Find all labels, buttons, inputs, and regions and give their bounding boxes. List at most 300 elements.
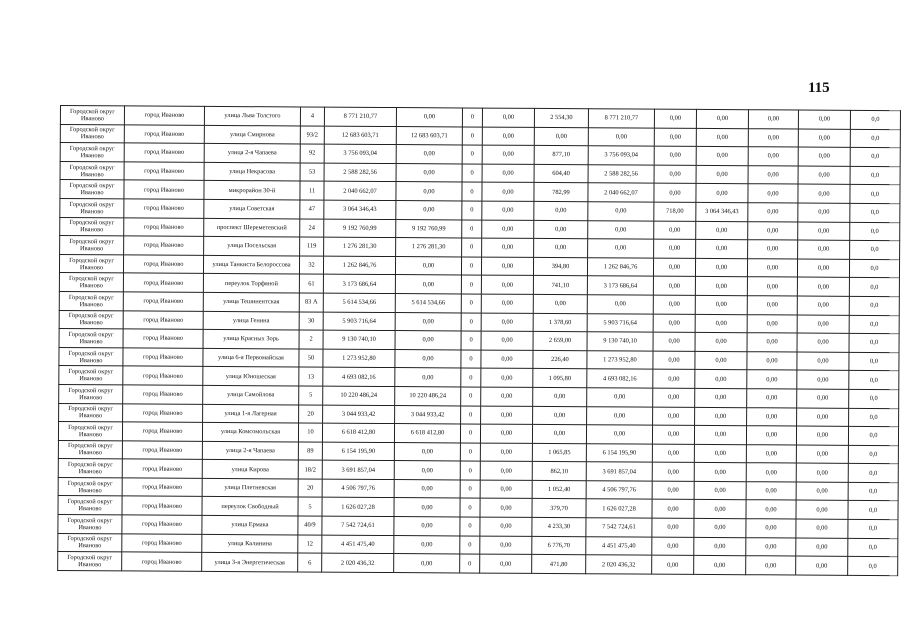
cell-street: улица 6-я Первомайская <box>203 348 299 367</box>
cell-cost-col-11: 0,00 <box>653 276 695 295</box>
cell-cost-col-13: 0,00 <box>747 314 797 333</box>
cell-cost-col-7: 0 <box>461 257 481 276</box>
cell-cost-col-12: 0,00 <box>694 425 746 444</box>
cell-total-cost: 3 691 857,04 <box>322 460 394 479</box>
cell-cost-col-6: 0,00 <box>394 554 460 573</box>
cell-house-number: 2 <box>299 330 323 349</box>
cell-total-cost: 5 614 534,66 <box>323 293 395 312</box>
cell-cost-col-9: 4 233,30 <box>532 517 586 536</box>
cell-cost-col-11: 718,00 <box>654 202 696 221</box>
cell-cost-col-13: 0,00 <box>747 333 797 352</box>
cell-cost-col-12: 0,00 <box>694 556 746 575</box>
cell-cost-col-14: 0,00 <box>796 500 848 519</box>
cell-cost-col-7: 0 <box>462 182 482 201</box>
cell-cost-col-6: 5 614 534,66 <box>395 293 461 312</box>
cell-street: улица Тешинентская <box>203 292 299 311</box>
cell-total-cost: 9 192 760,99 <box>324 219 396 238</box>
cell-cost-col-8: 0,00 <box>482 164 534 183</box>
cell-district: Городской округ Иваново <box>59 273 123 292</box>
cell-cost-col-9: 604,40 <box>534 164 588 183</box>
cell-cost-col-11: 0,00 <box>653 295 695 314</box>
cell-settlement: город Иваново <box>124 236 204 255</box>
cell-cost-col-10: 2 040 662,07 <box>588 183 654 202</box>
cell-cost-col-9: 1 065,85 <box>532 443 586 462</box>
cell-cost-col-8: 0,00 <box>480 443 532 462</box>
cell-cost-col-6: 0,00 <box>394 461 460 480</box>
cell-settlement: город Иваново <box>122 496 202 515</box>
cell-district: Городской округ Иваново <box>60 161 124 180</box>
cell-cost-col-11: 0,00 <box>654 165 696 184</box>
cell-cost-col-13: 0,00 <box>748 240 798 259</box>
cell-cost-col-14: 0,00 <box>798 222 850 241</box>
cell-cost-col-14: 0,00 <box>798 166 850 185</box>
cell-cost-col-12: 0,00 <box>694 537 746 556</box>
cell-house-number: 6 <box>298 553 322 572</box>
cell-cost-col-10: 0,00 <box>587 295 653 314</box>
cell-total-cost: 2 040 662,07 <box>324 181 396 200</box>
cell-cost-col-14: 0,00 <box>796 538 848 557</box>
cell-cost-col-8: 0,00 <box>481 294 533 313</box>
cell-cost-col-10: 3 691 857,04 <box>586 462 652 481</box>
cell-cost-col-12: 0,00 <box>696 221 748 240</box>
cell-total-cost: 6 154 195,90 <box>322 442 394 461</box>
cell-settlement: город Иваново <box>122 459 202 478</box>
cell-house-number: 11 <box>300 181 324 200</box>
cell-district: Городской округ Иваново <box>60 217 124 236</box>
cell-cost-col-13: 0,00 <box>747 296 797 315</box>
cell-cost-col-13: 0,00 <box>746 482 796 501</box>
cell-cost-col-9: 2 659,00 <box>533 332 587 351</box>
cell-settlement: город Иваново <box>123 310 203 329</box>
cell-cost-col-8: 0,00 <box>482 220 534 239</box>
cell-street: улица Плетневская <box>202 478 298 497</box>
cell-cost-col-6: 0,00 <box>394 517 460 536</box>
cell-cost-col-8: 0,00 <box>480 536 532 555</box>
cell-cost-col-7: 0 <box>462 108 482 127</box>
cell-total-cost: 3 044 933,42 <box>323 405 395 424</box>
cell-district: Городской округ Иваново <box>58 533 122 552</box>
cell-house-number: 53 <box>300 163 324 182</box>
cell-cost-col-11: 0,00 <box>654 128 696 147</box>
cell-cost-col-14: 0,00 <box>797 259 849 278</box>
cell-cost-col-12: 0,00 <box>694 444 746 463</box>
cell-cost-col-10: 3 756 093,04 <box>588 146 654 165</box>
cell-house-number: 93/2 <box>300 126 324 145</box>
cell-settlement: город Иваново <box>124 143 204 162</box>
cell-total-cost: 5 903 716,64 <box>323 312 395 331</box>
cell-cost-col-15: 0,0 <box>849 315 899 334</box>
cell-cost-col-6: 0,00 <box>396 201 462 220</box>
cell-house-number: 4 <box>300 107 324 126</box>
cell-cost-col-10: 0,00 <box>588 239 654 258</box>
cell-cost-col-15: 0,0 <box>849 259 899 278</box>
cell-house-number: 92 <box>300 144 324 163</box>
cell-cost-col-10: 0,00 <box>588 127 654 146</box>
cell-cost-col-12: 0,00 <box>694 500 746 519</box>
cell-total-cost: 4 451 475,40 <box>322 535 394 554</box>
cell-street: улица Генина <box>203 311 299 330</box>
cell-house-number: 83 А <box>299 293 323 312</box>
cell-total-cost: 1 273 952,80 <box>323 349 395 368</box>
cell-cost-col-14: 0,00 <box>797 352 849 371</box>
cell-cost-col-9: 0,00 <box>534 201 588 220</box>
cell-cost-col-6: 0,00 <box>395 349 461 368</box>
cell-house-number: 10 <box>298 423 322 442</box>
cell-cost-col-7: 0 <box>460 424 480 443</box>
cell-cost-col-8: 0,00 <box>482 108 534 127</box>
cell-settlement: город Иваново <box>124 162 204 181</box>
cell-house-number: 5 <box>299 386 323 405</box>
cell-cost-col-15: 0,0 <box>849 371 899 390</box>
cell-house-number: 20 <box>299 404 323 423</box>
cell-total-cost: 1 626 027,28 <box>322 498 394 517</box>
cell-house-number: 18/2 <box>298 460 322 479</box>
cell-cost-col-11: 0,00 <box>652 481 694 500</box>
cell-cost-col-8: 0,00 <box>481 313 533 332</box>
cell-district: Городской округ Иваново <box>58 552 122 571</box>
cell-settlement: город Иваново <box>124 180 204 199</box>
cell-street: улица Юношеская <box>203 367 299 386</box>
cell-district: Городской округ Иваново <box>59 310 123 329</box>
cell-cost-col-12: 0,00 <box>694 518 746 537</box>
cell-cost-col-15: 0,0 <box>850 129 900 148</box>
cell-cost-col-6: 1 276 281,30 <box>396 238 462 257</box>
cell-cost-col-11: 0,00 <box>652 555 694 574</box>
cell-cost-col-15: 0,0 <box>848 426 898 445</box>
cell-total-cost: 7 542 724,61 <box>322 516 394 535</box>
cell-house-number: 32 <box>299 256 323 275</box>
cell-cost-col-14: 0,00 <box>797 389 849 408</box>
cell-cost-col-9: 0,00 <box>532 424 586 443</box>
cell-cost-col-9: 0,00 <box>533 294 587 313</box>
cell-district: Городской округ Иваново <box>59 347 123 366</box>
cell-cost-col-11: 0,00 <box>653 314 695 333</box>
cell-cost-col-11: 0,00 <box>652 500 694 519</box>
cell-cost-col-12: 0,00 <box>695 314 747 333</box>
cell-cost-col-15: 0,0 <box>850 110 900 129</box>
cell-house-number: 89 <box>298 442 322 461</box>
cell-cost-col-7: 0 <box>461 405 481 424</box>
table-body <box>58 106 901 576</box>
cell-street: улица Посельская <box>204 237 300 256</box>
cell-settlement: город Иваново <box>122 534 202 553</box>
cell-cost-col-10: 9 130 740,10 <box>587 332 653 351</box>
cell-total-cost: 9 130 740,10 <box>323 330 395 349</box>
cell-house-number: 24 <box>300 219 324 238</box>
cell-cost-col-10: 6 154 195,90 <box>586 443 652 462</box>
cell-cost-col-8: 0,00 <box>480 517 532 536</box>
cell-settlement: город Иваново <box>122 422 202 441</box>
cell-cost-col-8: 0,00 <box>482 238 534 257</box>
cell-cost-col-9: 394,80 <box>533 257 587 276</box>
cell-settlement: город Иваново <box>123 348 203 367</box>
cell-cost-col-7: 0 <box>460 443 480 462</box>
cell-cost-col-9: 471,80 <box>532 555 586 574</box>
cell-settlement: город Иваново <box>122 441 202 460</box>
cell-settlement: город Иваново <box>123 255 203 274</box>
cell-cost-col-11: 0,00 <box>653 351 695 370</box>
cell-cost-col-6: 0,00 <box>394 479 460 498</box>
cell-cost-col-7: 0 <box>461 331 481 350</box>
cell-cost-col-6: 0,00 <box>394 535 460 554</box>
cell-cost-col-11: 0,00 <box>652 462 694 481</box>
cell-street: микрорайон 30-й <box>204 181 300 200</box>
cell-cost-col-9: 862,10 <box>532 462 586 481</box>
cell-cost-col-13: 0,00 <box>746 463 796 482</box>
cell-cost-col-12: 0,00 <box>695 388 747 407</box>
cell-house-number: 61 <box>299 274 323 293</box>
cell-cost-col-12: 0,00 <box>696 128 748 147</box>
cell-cost-col-10: 0,00 <box>588 220 654 239</box>
cell-cost-col-14: 0,00 <box>798 240 850 259</box>
cell-house-number: 40/9 <box>298 516 322 535</box>
cell-cost-col-6: 0,00 <box>395 331 461 350</box>
cell-cost-col-13: 0,00 <box>748 221 798 240</box>
cell-cost-col-8: 0,00 <box>481 350 533 369</box>
cell-cost-col-14: 0,00 <box>796 445 848 464</box>
cell-settlement: город Иваново <box>122 552 202 571</box>
cell-cost-col-8: 0,00 <box>481 275 533 294</box>
cell-district: Городской округ Иваново <box>60 180 124 199</box>
cell-house-number: 20 <box>298 479 322 498</box>
cell-cost-col-12: 0,00 <box>696 165 748 184</box>
cell-district: Городской округ Иваново <box>58 422 122 441</box>
cell-cost-col-8: 0,00 <box>482 201 534 220</box>
cell-cost-col-12: 0,00 <box>696 240 748 259</box>
cell-cost-col-11: 0,00 <box>653 258 695 277</box>
cell-cost-col-9: 0,00 <box>533 387 587 406</box>
cell-cost-col-6: 9 192 760,99 <box>396 219 462 238</box>
cell-cost-col-9: 379,70 <box>532 499 586 518</box>
cell-district: Городской округ Иваново <box>59 403 123 422</box>
cell-total-cost: 2 588 282,56 <box>324 163 396 182</box>
cell-cost-col-14: 0,00 <box>797 333 849 352</box>
cell-cost-col-9: 0,00 <box>534 239 588 258</box>
cell-street: улица 3-я Энергетическая <box>202 553 298 572</box>
cell-cost-col-9: 1 052,40 <box>532 480 586 499</box>
cell-cost-col-15: 0,0 <box>850 203 900 222</box>
cell-street: улица Льва Толстого <box>204 106 300 125</box>
cell-total-cost: 6 618 412,80 <box>322 423 394 442</box>
cell-settlement: город Иваново <box>123 403 203 422</box>
cell-settlement: город Иваново <box>122 478 202 497</box>
cell-cost-col-6: 0,00 <box>396 182 462 201</box>
cell-settlement: город Иваново <box>123 292 203 311</box>
cell-cost-col-9: 1 095,80 <box>533 369 587 388</box>
cell-district: Городской округ Иваново <box>59 366 123 385</box>
cell-cost-col-9: 782,99 <box>534 183 588 202</box>
cell-cost-col-11: 0,00 <box>654 221 696 240</box>
cell-cost-col-11: 0,00 <box>654 109 696 128</box>
cell-cost-col-11: 0,00 <box>652 537 694 556</box>
cell-cost-col-13: 0,00 <box>746 537 796 556</box>
cell-cost-col-9: 0,00 <box>533 406 587 425</box>
cell-cost-col-13: 0,00 <box>747 277 797 296</box>
cell-cost-col-8: 0,00 <box>481 368 533 387</box>
cell-cost-col-13: 0,00 <box>746 519 796 538</box>
cell-cost-col-13: 0,00 <box>748 147 798 166</box>
cell-settlement: город Иваново <box>123 273 203 292</box>
cell-cost-col-7: 0 <box>461 387 481 406</box>
cell-cost-col-14: 0,00 <box>796 463 848 482</box>
table-row <box>58 552 898 576</box>
cell-street: улица Комсомольская <box>202 422 298 441</box>
cell-cost-col-8: 0,00 <box>482 145 534 164</box>
cell-cost-col-8: 0,00 <box>481 331 533 350</box>
page-number: 115 <box>808 80 830 96</box>
cell-cost-col-13: 0,00 <box>747 258 797 277</box>
cell-cost-col-14: 0,00 <box>797 408 849 427</box>
cell-cost-col-7: 0 <box>461 368 481 387</box>
cell-street: улица Советская <box>204 199 300 218</box>
cell-district: Городской округ Иваново <box>58 459 122 478</box>
cell-settlement: город Иваново <box>124 217 204 236</box>
cell-cost-col-14: 0,00 <box>796 556 848 575</box>
cell-cost-col-15: 0,0 <box>848 482 898 501</box>
cell-street: улица Кирова <box>202 460 298 479</box>
cell-cost-col-10: 1 262 846,76 <box>587 257 653 276</box>
cell-cost-col-6: 10 220 486,24 <box>395 386 461 405</box>
cell-cost-col-14: 0,00 <box>797 370 849 389</box>
cell-district: Городской округ Иваново <box>60 143 124 162</box>
cell-cost-col-14: 0,00 <box>798 203 850 222</box>
cell-district: Городской округ Иваново <box>59 329 123 348</box>
cell-total-cost: 3 173 686,64 <box>323 274 395 293</box>
cell-cost-col-10: 8 771 210,77 <box>588 109 654 128</box>
cell-street: проспект Шереметевский <box>204 218 300 237</box>
cell-cost-col-8: 0,00 <box>480 554 532 573</box>
cell-cost-col-12: 0,00 <box>694 481 746 500</box>
cell-cost-col-9: 1 378,60 <box>533 313 587 332</box>
cell-house-number: 13 <box>299 367 323 386</box>
cell-total-cost: 3 064 346,43 <box>324 200 396 219</box>
cell-cost-col-10: 0,00 <box>587 406 653 425</box>
cell-total-cost: 1 262 846,76 <box>323 256 395 275</box>
cell-cost-col-9: 6 776,70 <box>532 536 586 555</box>
cell-cost-col-8: 0,00 <box>480 461 532 480</box>
cell-district: Городской округ Иваново <box>58 515 122 534</box>
cell-cost-col-13: 0,00 <box>748 128 798 147</box>
cell-cost-col-12: 0,00 <box>695 277 747 296</box>
cell-street: переулок Торфяной <box>203 274 299 293</box>
cell-cost-col-8: 0,00 <box>482 127 534 146</box>
cell-street: улица 1-я Лагерная <box>203 404 299 423</box>
cell-cost-col-15: 0,0 <box>850 185 900 204</box>
cell-cost-col-15: 0,0 <box>850 148 900 167</box>
cell-cost-col-7: 0 <box>461 275 481 294</box>
cell-cost-col-13: 0,00 <box>746 444 796 463</box>
cell-cost-col-10: 2 588 282,56 <box>588 165 654 184</box>
cell-house-number: 5 <box>298 497 322 516</box>
cell-cost-col-15: 0,0 <box>848 501 898 520</box>
cell-district: Городской округ Иваново <box>60 236 124 255</box>
cell-cost-col-8: 0,00 <box>481 406 533 425</box>
cell-cost-col-10: 4 451 475,40 <box>586 536 652 555</box>
cell-cost-col-7: 0 <box>461 294 481 313</box>
cell-cost-col-9: 877,10 <box>534 146 588 165</box>
cell-cost-col-6: 0,00 <box>396 163 462 182</box>
cell-district: Городской округ Иваново <box>59 291 123 310</box>
cell-cost-col-15: 0,0 <box>848 538 898 557</box>
cell-cost-col-6: 3 044 933,42 <box>395 405 461 424</box>
cell-cost-col-8: 0,00 <box>481 387 533 406</box>
cell-cost-col-6: 0,00 <box>395 368 461 387</box>
cell-street: улица Танкиста Белороссова <box>203 255 299 274</box>
cell-cost-col-7: 0 <box>462 145 482 164</box>
cell-cost-col-9: 226,40 <box>533 350 587 369</box>
cell-cost-col-7: 0 <box>462 201 482 220</box>
cell-house-number: 50 <box>299 349 323 368</box>
cell-cost-col-6: 0,00 <box>396 145 462 164</box>
cell-cost-col-13: 0,00 <box>748 165 798 184</box>
cell-cost-col-10: 7 542 724,61 <box>586 518 652 537</box>
cell-settlement: город Иваново <box>122 515 202 534</box>
cell-cost-col-14: 0,00 <box>796 519 848 538</box>
cell-cost-col-8: 0,00 <box>480 499 532 518</box>
cell-cost-col-8: 0,00 <box>482 182 534 201</box>
cell-cost-col-12: 0,00 <box>696 184 748 203</box>
cell-cost-col-10: 0,00 <box>586 425 652 444</box>
cell-cost-col-14: 0,00 <box>796 426 848 445</box>
cell-cost-col-7: 0 <box>460 498 480 517</box>
cell-cost-col-14: 0,00 <box>797 277 849 296</box>
cell-cost-col-7: 0 <box>460 554 480 573</box>
cell-cost-col-10: 4 693 082,16 <box>587 369 653 388</box>
cell-cost-col-14: 0,00 <box>798 147 850 166</box>
cell-cost-col-14: 0,00 <box>796 482 848 501</box>
cell-cost-col-10: 1 626 027,28 <box>586 499 652 518</box>
cell-cost-col-9: 2 554,30 <box>534 108 588 127</box>
cell-cost-col-13: 0,00 <box>748 203 798 222</box>
cell-house-number: 30 <box>299 311 323 330</box>
cell-cost-col-12: 0,00 <box>695 407 747 426</box>
cell-total-cost: 2 020 436,32 <box>322 553 394 572</box>
cell-cost-col-13: 0,00 <box>746 500 796 519</box>
cell-house-number: 119 <box>300 237 324 256</box>
cell-district: Городской округ Иваново <box>59 384 123 403</box>
cell-cost-col-15: 0,0 <box>848 464 898 483</box>
cell-street: улица Смирнова <box>204 125 300 144</box>
cell-cost-col-13: 0,00 <box>747 351 797 370</box>
cell-cost-col-14: 0,00 <box>797 315 849 334</box>
cell-cost-col-15: 0,0 <box>849 333 899 352</box>
cell-cost-col-10: 3 173 686,64 <box>587 276 653 295</box>
cell-cost-col-7: 0 <box>462 238 482 257</box>
cell-cost-col-15: 0,0 <box>850 240 900 259</box>
cell-cost-col-15: 0,0 <box>850 222 900 241</box>
cell-district: Городской округ Иваново <box>60 106 124 125</box>
cell-cost-col-6: 0,00 <box>394 498 460 517</box>
cell-cost-col-12: 0,00 <box>696 109 748 128</box>
cell-cost-col-13: 0,00 <box>747 389 797 408</box>
cell-cost-col-15: 0,0 <box>848 519 898 538</box>
cell-cost-col-7: 0 <box>461 312 481 331</box>
cell-cost-col-7: 0 <box>460 461 480 480</box>
cell-settlement: город Иваново <box>124 124 204 143</box>
cell-total-cost: 3 756 093,04 <box>324 144 396 163</box>
cell-cost-col-12: 0,00 <box>695 370 747 389</box>
cell-cost-col-12: 0,00 <box>695 351 747 370</box>
cell-cost-col-13: 0,00 <box>747 407 797 426</box>
cell-cost-col-8: 0,00 <box>481 257 533 276</box>
cell-street: улица 2-я Чапаева <box>204 144 300 163</box>
cell-cost-col-6: 0,00 <box>395 312 461 331</box>
cell-cost-col-7: 0 <box>461 350 481 369</box>
cell-street: улица 2-я Чапаева <box>202 441 298 460</box>
cell-house-number: 47 <box>300 200 324 219</box>
cell-total-cost: 4 693 082,16 <box>323 367 395 386</box>
cell-cost-col-11: 0,00 <box>654 239 696 258</box>
